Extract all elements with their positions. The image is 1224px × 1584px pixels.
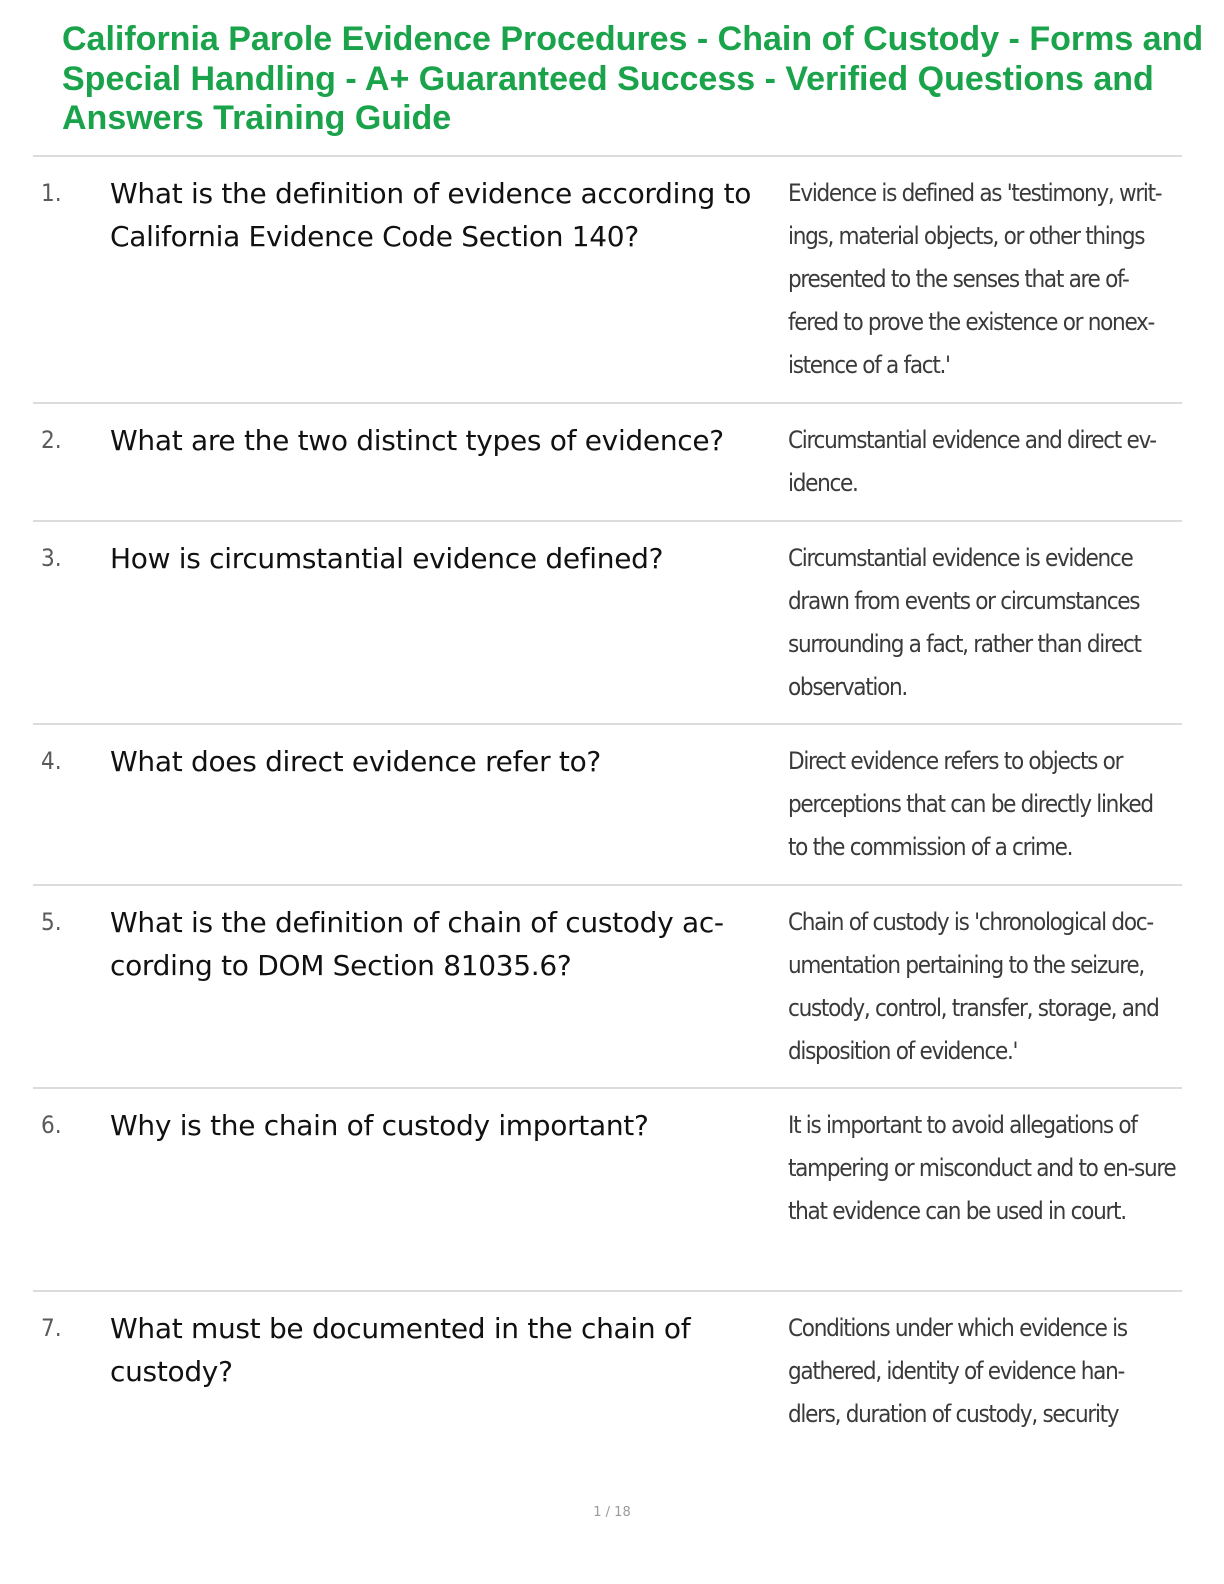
question-number: 7. [41,1314,62,1342]
answer-text: Circumstantial evidence and direct ev-idence. [788,426,1156,497]
answer-text: Circumstantial evidence is evidence drawn from events or circumstances surrounding a fact, rather than direct observation. [788,544,1141,701]
qa-item [33,1089,1182,1292]
answer-text: Chain of custody is 'chronological doc-umentation pertaining to the seizure, custody, control, transfer, storage, and disposition of evidence.' [788,908,1159,1065]
qa-item [33,725,1182,886]
answer-text: Evidence is defined as 'testimony, writ-ings, material objects, or other things presented to the senses that are of-fered to prove the existence or nonex-istence of a fact.' [788,179,1162,379]
question-text: Why is the chain of custody important? [110,1109,649,1142]
question-text: What is the definition of evidence according to California Evidence Code Section 140? [110,177,752,253]
question-text: How is circumstantial evidence defined? [110,542,664,575]
question-text: What does direct evidence refer to? [110,745,601,778]
question-text: What is the definition of chain of custody ac-cording to DOM Section 81035.6? [110,906,724,982]
question-number: 6. [41,1111,62,1139]
question-text: What must be documented in the chain of custody? [110,1312,691,1388]
document-title: California Parole Evidence Procedures - Chain of Custody - Forms and Special Handling - A+ Guaranteed Success - Verified Questions and Answers Training Guide [62,20,1204,137]
qa-item [33,522,1182,725]
question-number: 1. [41,179,62,207]
qa-item [33,157,1182,404]
question-number: 3. [41,544,62,572]
qa-item [33,886,1182,1089]
question-number: 2. [41,426,62,454]
question-number: 4. [41,747,62,775]
page-indicator: 1 / 18 [593,1505,631,1520]
qa-item [33,1292,1182,1462]
question-text: What are the two distinct types of evidence? [110,424,724,457]
answer-text: Conditions under which evidence is gathered, identity of evidence han-dlers, duration of custody, security [788,1314,1127,1428]
qa-list [33,155,1182,1462]
question-number: 5. [41,908,62,936]
qa-item [33,404,1182,522]
answer-text: Direct evidence refers to objects or perceptions that can be directly linked to the commission of a crime. [788,747,1153,861]
answer-text: It is important to avoid allegations of tampering or misconduct and to en-sure that evidence can be used in court. [788,1111,1176,1225]
